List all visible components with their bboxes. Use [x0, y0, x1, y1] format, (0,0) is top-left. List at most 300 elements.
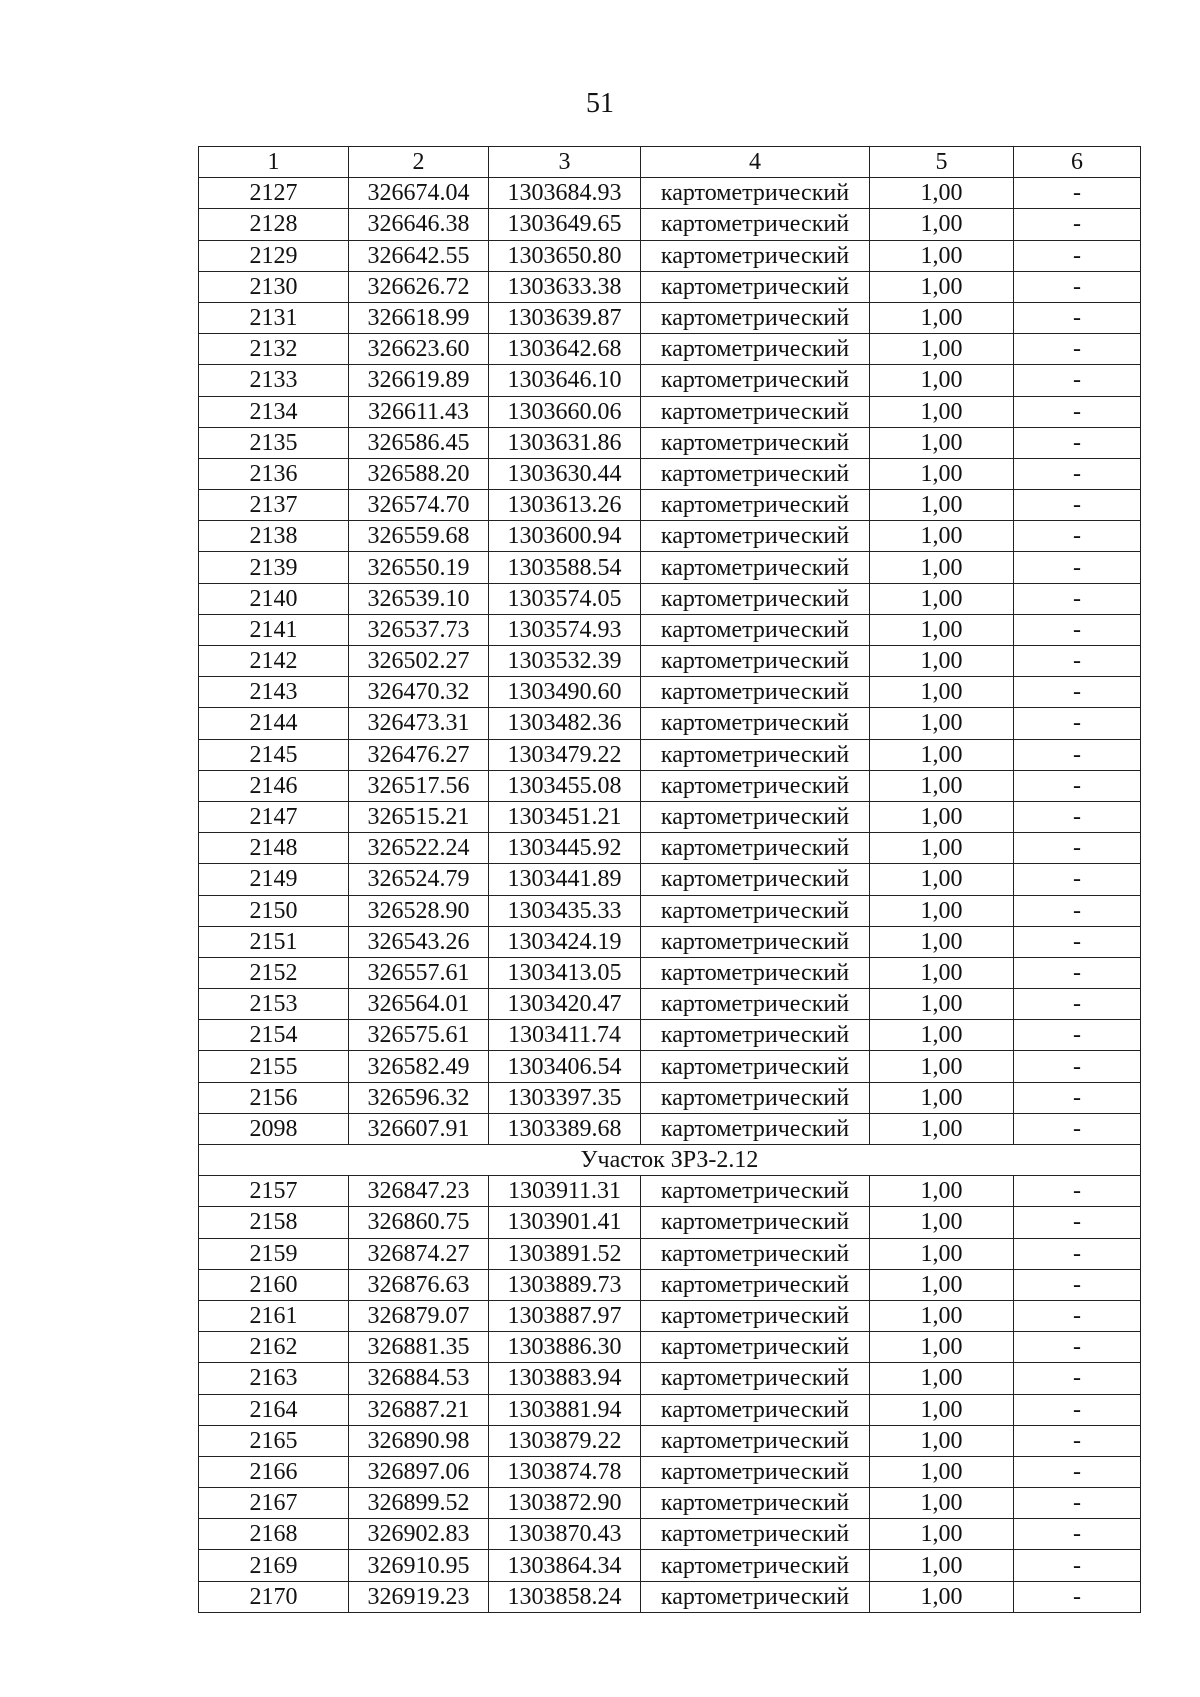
method-cell: картометрический — [641, 240, 870, 271]
header-cell-accuracy: 5 — [870, 147, 1014, 178]
table-row — [199, 1300, 1141, 1331]
method-cell: картометрический — [641, 1300, 870, 1331]
method-cell: картометрический — [641, 864, 870, 895]
x-coordinate-cell: 326476.27 — [349, 739, 489, 770]
x-coordinate-cell: 326897.06 — [349, 1456, 489, 1487]
y-coordinate-cell: 1303649.65 — [489, 209, 641, 240]
table-row — [199, 708, 1141, 739]
x-coordinate-cell: 326588.20 — [349, 458, 489, 489]
x-coordinate-cell: 326528.90 — [349, 895, 489, 926]
accuracy-cell: 1,00 — [870, 1020, 1014, 1051]
header-cell-method: 4 — [641, 147, 870, 178]
method-cell: картометрический — [641, 365, 870, 396]
point-number-cell: 2128 — [199, 209, 349, 240]
point-number-cell: 2144 — [199, 708, 349, 739]
x-coordinate-cell: 326881.35 — [349, 1332, 489, 1363]
y-coordinate-cell: 1303424.19 — [489, 926, 641, 957]
accuracy-cell: 1,00 — [870, 708, 1014, 739]
y-coordinate-cell: 1303872.90 — [489, 1488, 641, 1519]
table-row — [199, 490, 1141, 521]
x-coordinate-cell: 326543.26 — [349, 926, 489, 957]
x-coordinate-cell: 326884.53 — [349, 1363, 489, 1394]
table-row — [199, 1550, 1141, 1581]
point-number-cell: 2156 — [199, 1082, 349, 1113]
x-coordinate-cell: 326611.43 — [349, 396, 489, 427]
note-cell: - — [1014, 833, 1141, 864]
x-coordinate-cell: 326515.21 — [349, 801, 489, 832]
accuracy-cell: 1,00 — [870, 895, 1014, 926]
point-number-cell: 2157 — [199, 1176, 349, 1207]
coordinates-table — [198, 146, 1141, 1613]
point-number-cell: 2170 — [199, 1581, 349, 1612]
y-coordinate-cell: 1303879.22 — [489, 1425, 641, 1456]
point-number-cell: 2148 — [199, 833, 349, 864]
y-coordinate-cell: 1303631.86 — [489, 427, 641, 458]
note-cell: - — [1014, 521, 1141, 552]
section-title: Участок ЗРЗ-2.12 — [199, 1145, 1141, 1176]
y-coordinate-cell: 1303684.93 — [489, 178, 641, 209]
table-row — [199, 1207, 1141, 1238]
point-number-cell: 2143 — [199, 677, 349, 708]
y-coordinate-cell: 1303864.34 — [489, 1550, 641, 1581]
table-row — [199, 957, 1141, 988]
table-row — [199, 1425, 1141, 1456]
method-cell: картометрический — [641, 1425, 870, 1456]
table-row — [199, 178, 1141, 209]
note-cell: - — [1014, 427, 1141, 458]
method-cell: картометрический — [641, 1082, 870, 1113]
accuracy-cell: 1,00 — [870, 801, 1014, 832]
point-number-cell: 2164 — [199, 1394, 349, 1425]
table-row — [199, 1238, 1141, 1269]
table-row — [199, 1269, 1141, 1300]
y-coordinate-cell: 1303482.36 — [489, 708, 641, 739]
point-number-cell: 2098 — [199, 1113, 349, 1144]
note-cell: - — [1014, 1519, 1141, 1550]
point-number-cell: 2131 — [199, 302, 349, 333]
x-coordinate-cell: 326559.68 — [349, 521, 489, 552]
y-coordinate-cell: 1303881.94 — [489, 1394, 641, 1425]
y-coordinate-cell: 1303451.21 — [489, 801, 641, 832]
x-coordinate-cell: 326890.98 — [349, 1425, 489, 1456]
accuracy-cell: 1,00 — [870, 458, 1014, 489]
y-coordinate-cell: 1303435.33 — [489, 895, 641, 926]
table-row — [199, 1519, 1141, 1550]
y-coordinate-cell: 1303642.68 — [489, 334, 641, 365]
x-coordinate-cell: 326674.04 — [349, 178, 489, 209]
accuracy-cell: 1,00 — [870, 614, 1014, 645]
note-cell: - — [1014, 178, 1141, 209]
table-row — [199, 646, 1141, 677]
y-coordinate-cell: 1303660.06 — [489, 396, 641, 427]
table-row — [199, 1113, 1141, 1144]
table-row — [199, 1020, 1141, 1051]
note-cell: - — [1014, 1425, 1141, 1456]
note-cell: - — [1014, 1363, 1141, 1394]
note-cell: - — [1014, 1394, 1141, 1425]
y-coordinate-cell: 1303630.44 — [489, 458, 641, 489]
accuracy-cell: 1,00 — [870, 583, 1014, 614]
table-row — [199, 1176, 1141, 1207]
y-coordinate-cell: 1303858.24 — [489, 1581, 641, 1612]
point-number-cell: 2162 — [199, 1332, 349, 1363]
note-cell: - — [1014, 1051, 1141, 1082]
x-coordinate-cell: 326470.32 — [349, 677, 489, 708]
table-header-row — [199, 147, 1141, 178]
point-number-cell: 2158 — [199, 1207, 349, 1238]
accuracy-cell: 1,00 — [870, 209, 1014, 240]
x-coordinate-cell: 326623.60 — [349, 334, 489, 365]
method-cell: картометрический — [641, 302, 870, 333]
accuracy-cell: 1,00 — [870, 739, 1014, 770]
method-cell: картометрический — [641, 583, 870, 614]
accuracy-cell: 1,00 — [870, 490, 1014, 521]
method-cell: картометрический — [641, 895, 870, 926]
method-cell: картометрический — [641, 1238, 870, 1269]
accuracy-cell: 1,00 — [870, 396, 1014, 427]
y-coordinate-cell: 1303613.26 — [489, 490, 641, 521]
accuracy-cell: 1,00 — [870, 1332, 1014, 1363]
accuracy-cell: 1,00 — [870, 677, 1014, 708]
method-cell: картометрический — [641, 1176, 870, 1207]
y-coordinate-cell: 1303389.68 — [489, 1113, 641, 1144]
table-row — [199, 396, 1141, 427]
table-row — [199, 1082, 1141, 1113]
x-coordinate-cell: 326586.45 — [349, 427, 489, 458]
table-row — [199, 926, 1141, 957]
note-cell: - — [1014, 1176, 1141, 1207]
table-row — [199, 989, 1141, 1020]
point-number-cell: 2140 — [199, 583, 349, 614]
y-coordinate-cell: 1303411.74 — [489, 1020, 641, 1051]
x-coordinate-cell: 326473.31 — [349, 708, 489, 739]
point-number-cell: 2151 — [199, 926, 349, 957]
note-cell: - — [1014, 739, 1141, 770]
x-coordinate-cell: 326550.19 — [349, 552, 489, 583]
note-cell: - — [1014, 1207, 1141, 1238]
accuracy-cell: 1,00 — [870, 178, 1014, 209]
y-coordinate-cell: 1303889.73 — [489, 1269, 641, 1300]
x-coordinate-cell: 326524.79 — [349, 864, 489, 895]
note-cell: - — [1014, 209, 1141, 240]
note-cell: - — [1014, 552, 1141, 583]
method-cell: картометрический — [641, 677, 870, 708]
note-cell: - — [1014, 334, 1141, 365]
note-cell: - — [1014, 864, 1141, 895]
point-number-cell: 2145 — [199, 739, 349, 770]
note-cell: - — [1014, 1456, 1141, 1487]
accuracy-cell: 1,00 — [870, 1550, 1014, 1581]
method-cell: картометрический — [641, 1332, 870, 1363]
accuracy-cell: 1,00 — [870, 1519, 1014, 1550]
point-number-cell: 2152 — [199, 957, 349, 988]
note-cell: - — [1014, 1020, 1141, 1051]
table-row — [199, 427, 1141, 458]
y-coordinate-cell: 1303397.35 — [489, 1082, 641, 1113]
method-cell: картометрический — [641, 1207, 870, 1238]
y-coordinate-cell: 1303650.80 — [489, 240, 641, 271]
point-number-cell: 2149 — [199, 864, 349, 895]
header-cell-note: 6 — [1014, 147, 1141, 178]
note-cell: - — [1014, 989, 1141, 1020]
x-coordinate-cell: 326582.49 — [349, 1051, 489, 1082]
x-coordinate-cell: 326919.23 — [349, 1581, 489, 1612]
point-number-cell: 2130 — [199, 271, 349, 302]
method-cell: картометрический — [641, 1394, 870, 1425]
table-row — [199, 302, 1141, 333]
y-coordinate-cell: 1303420.47 — [489, 989, 641, 1020]
point-number-cell: 2169 — [199, 1550, 349, 1581]
header-cell-y-coordinate: 3 — [489, 147, 641, 178]
y-coordinate-cell: 1303574.05 — [489, 583, 641, 614]
accuracy-cell: 1,00 — [870, 1269, 1014, 1300]
accuracy-cell: 1,00 — [870, 1082, 1014, 1113]
section-title-row — [199, 1145, 1141, 1176]
note-cell: - — [1014, 646, 1141, 677]
note-cell: - — [1014, 396, 1141, 427]
accuracy-cell: 1,00 — [870, 1488, 1014, 1519]
note-cell: - — [1014, 677, 1141, 708]
table-row — [199, 583, 1141, 614]
accuracy-cell: 1,00 — [870, 334, 1014, 365]
accuracy-cell: 1,00 — [870, 521, 1014, 552]
table-row — [199, 1051, 1141, 1082]
y-coordinate-cell: 1303490.60 — [489, 677, 641, 708]
y-coordinate-cell: 1303646.10 — [489, 365, 641, 396]
table-row — [199, 334, 1141, 365]
method-cell: картометрический — [641, 271, 870, 302]
note-cell: - — [1014, 614, 1141, 645]
method-cell: картометрический — [641, 427, 870, 458]
note-cell: - — [1014, 583, 1141, 614]
table-row — [199, 770, 1141, 801]
table-row — [199, 521, 1141, 552]
note-cell: - — [1014, 1082, 1141, 1113]
method-cell: картометрический — [641, 1113, 870, 1144]
point-number-cell: 2150 — [199, 895, 349, 926]
point-number-cell: 2147 — [199, 801, 349, 832]
accuracy-cell: 1,00 — [870, 427, 1014, 458]
y-coordinate-cell: 1303588.54 — [489, 552, 641, 583]
table-row — [199, 614, 1141, 645]
note-cell: - — [1014, 926, 1141, 957]
accuracy-cell: 1,00 — [870, 1300, 1014, 1331]
method-cell: картометрический — [641, 614, 870, 645]
accuracy-cell: 1,00 — [870, 271, 1014, 302]
point-number-cell: 2166 — [199, 1456, 349, 1487]
y-coordinate-cell: 1303639.87 — [489, 302, 641, 333]
x-coordinate-cell: 326537.73 — [349, 614, 489, 645]
x-coordinate-cell: 326517.56 — [349, 770, 489, 801]
y-coordinate-cell: 1303870.43 — [489, 1519, 641, 1550]
point-number-cell: 2163 — [199, 1363, 349, 1394]
x-coordinate-cell: 326619.89 — [349, 365, 489, 396]
y-coordinate-cell: 1303874.78 — [489, 1456, 641, 1487]
method-cell: картометрический — [641, 833, 870, 864]
x-coordinate-cell: 326876.63 — [349, 1269, 489, 1300]
y-coordinate-cell: 1303911.31 — [489, 1176, 641, 1207]
note-cell: - — [1014, 1581, 1141, 1612]
point-number-cell: 2155 — [199, 1051, 349, 1082]
x-coordinate-cell: 326642.55 — [349, 240, 489, 271]
method-cell: картометрический — [641, 957, 870, 988]
point-number-cell: 2135 — [199, 427, 349, 458]
accuracy-cell: 1,00 — [870, 240, 1014, 271]
coordinates-table-body — [199, 147, 1141, 1613]
x-coordinate-cell: 326879.07 — [349, 1300, 489, 1331]
note-cell: - — [1014, 1300, 1141, 1331]
y-coordinate-cell: 1303455.08 — [489, 770, 641, 801]
point-number-cell: 2141 — [199, 614, 349, 645]
method-cell: картометрический — [641, 1519, 870, 1550]
note-cell: - — [1014, 895, 1141, 926]
y-coordinate-cell: 1303413.05 — [489, 957, 641, 988]
y-coordinate-cell: 1303479.22 — [489, 739, 641, 770]
accuracy-cell: 1,00 — [870, 1238, 1014, 1269]
x-coordinate-cell: 326607.91 — [349, 1113, 489, 1144]
note-cell: - — [1014, 957, 1141, 988]
method-cell: картометрический — [641, 1550, 870, 1581]
table-row — [199, 1394, 1141, 1425]
point-number-cell: 2137 — [199, 490, 349, 521]
note-cell: - — [1014, 1488, 1141, 1519]
x-coordinate-cell: 326522.24 — [349, 833, 489, 864]
accuracy-cell: 1,00 — [870, 1394, 1014, 1425]
accuracy-cell: 1,00 — [870, 1207, 1014, 1238]
note-cell: - — [1014, 302, 1141, 333]
point-number-cell: 2160 — [199, 1269, 349, 1300]
header-cell-x-coordinate: 2 — [349, 147, 489, 178]
method-cell: картометрический — [641, 989, 870, 1020]
note-cell: - — [1014, 490, 1141, 521]
note-cell: - — [1014, 1269, 1141, 1300]
point-number-cell: 2168 — [199, 1519, 349, 1550]
x-coordinate-cell: 326874.27 — [349, 1238, 489, 1269]
method-cell: картометрический — [641, 1488, 870, 1519]
x-coordinate-cell: 326539.10 — [349, 583, 489, 614]
page-number: 51 — [586, 88, 614, 119]
x-coordinate-cell: 326910.95 — [349, 1550, 489, 1581]
accuracy-cell: 1,00 — [870, 1363, 1014, 1394]
note-cell: - — [1014, 458, 1141, 489]
method-cell: картометрический — [641, 1020, 870, 1051]
point-number-cell: 2138 — [199, 521, 349, 552]
x-coordinate-cell: 326618.99 — [349, 302, 489, 333]
accuracy-cell: 1,00 — [870, 833, 1014, 864]
table-row — [199, 1456, 1141, 1487]
table-row — [199, 739, 1141, 770]
table-row — [199, 864, 1141, 895]
note-cell: - — [1014, 1113, 1141, 1144]
note-cell: - — [1014, 271, 1141, 302]
y-coordinate-cell: 1303886.30 — [489, 1332, 641, 1363]
method-cell: картометрический — [641, 801, 870, 832]
accuracy-cell: 1,00 — [870, 926, 1014, 957]
point-number-cell: 2165 — [199, 1425, 349, 1456]
x-coordinate-cell: 326902.83 — [349, 1519, 489, 1550]
accuracy-cell: 1,00 — [870, 1425, 1014, 1456]
note-cell: - — [1014, 240, 1141, 271]
y-coordinate-cell: 1303887.97 — [489, 1300, 641, 1331]
accuracy-cell: 1,00 — [870, 989, 1014, 1020]
note-cell: - — [1014, 1332, 1141, 1363]
x-coordinate-cell: 326596.32 — [349, 1082, 489, 1113]
accuracy-cell: 1,00 — [870, 957, 1014, 988]
method-cell: картометрический — [641, 708, 870, 739]
x-coordinate-cell: 326646.38 — [349, 209, 489, 240]
method-cell: картометрический — [641, 1363, 870, 1394]
y-coordinate-cell: 1303574.93 — [489, 614, 641, 645]
y-coordinate-cell: 1303441.89 — [489, 864, 641, 895]
x-coordinate-cell: 326860.75 — [349, 1207, 489, 1238]
x-coordinate-cell: 326626.72 — [349, 271, 489, 302]
table-row — [199, 1363, 1141, 1394]
method-cell: картометрический — [641, 739, 870, 770]
y-coordinate-cell: 1303901.41 — [489, 1207, 641, 1238]
y-coordinate-cell: 1303891.52 — [489, 1238, 641, 1269]
method-cell: картометрический — [641, 490, 870, 521]
x-coordinate-cell: 326899.52 — [349, 1488, 489, 1519]
point-number-cell: 2159 — [199, 1238, 349, 1269]
accuracy-cell: 1,00 — [870, 646, 1014, 677]
accuracy-cell: 1,00 — [870, 365, 1014, 396]
method-cell: картометрический — [641, 1051, 870, 1082]
table-row — [199, 552, 1141, 583]
y-coordinate-cell: 1303633.38 — [489, 271, 641, 302]
y-coordinate-cell: 1303600.94 — [489, 521, 641, 552]
point-number-cell: 2142 — [199, 646, 349, 677]
point-number-cell: 2132 — [199, 334, 349, 365]
point-number-cell: 2139 — [199, 552, 349, 583]
accuracy-cell: 1,00 — [870, 1456, 1014, 1487]
accuracy-cell: 1,00 — [870, 552, 1014, 583]
x-coordinate-cell: 326887.21 — [349, 1394, 489, 1425]
note-cell: - — [1014, 801, 1141, 832]
method-cell: картометрический — [641, 1269, 870, 1300]
table-row — [199, 801, 1141, 832]
method-cell: картометрический — [641, 646, 870, 677]
method-cell: картометрический — [641, 396, 870, 427]
table-row — [199, 1332, 1141, 1363]
accuracy-cell: 1,00 — [870, 1176, 1014, 1207]
table-row — [199, 677, 1141, 708]
accuracy-cell: 1,00 — [870, 1581, 1014, 1612]
accuracy-cell: 1,00 — [870, 1051, 1014, 1082]
method-cell: картометрический — [641, 521, 870, 552]
note-cell: - — [1014, 708, 1141, 739]
point-number-cell: 2136 — [199, 458, 349, 489]
method-cell: картометрический — [641, 178, 870, 209]
x-coordinate-cell: 326847.23 — [349, 1176, 489, 1207]
table-row — [199, 458, 1141, 489]
x-coordinate-cell: 326564.01 — [349, 989, 489, 1020]
table-row — [199, 833, 1141, 864]
table-row — [199, 271, 1141, 302]
note-cell: - — [1014, 770, 1141, 801]
method-cell: картометрический — [641, 1581, 870, 1612]
x-coordinate-cell: 326557.61 — [349, 957, 489, 988]
method-cell: картометрический — [641, 770, 870, 801]
note-cell: - — [1014, 1550, 1141, 1581]
accuracy-cell: 1,00 — [870, 864, 1014, 895]
table-row — [199, 240, 1141, 271]
point-number-cell: 2134 — [199, 396, 349, 427]
x-coordinate-cell: 326575.61 — [349, 1020, 489, 1051]
table-row — [199, 1488, 1141, 1519]
point-number-cell: 2129 — [199, 240, 349, 271]
x-coordinate-cell: 326574.70 — [349, 490, 489, 521]
point-number-cell: 2161 — [199, 1300, 349, 1331]
